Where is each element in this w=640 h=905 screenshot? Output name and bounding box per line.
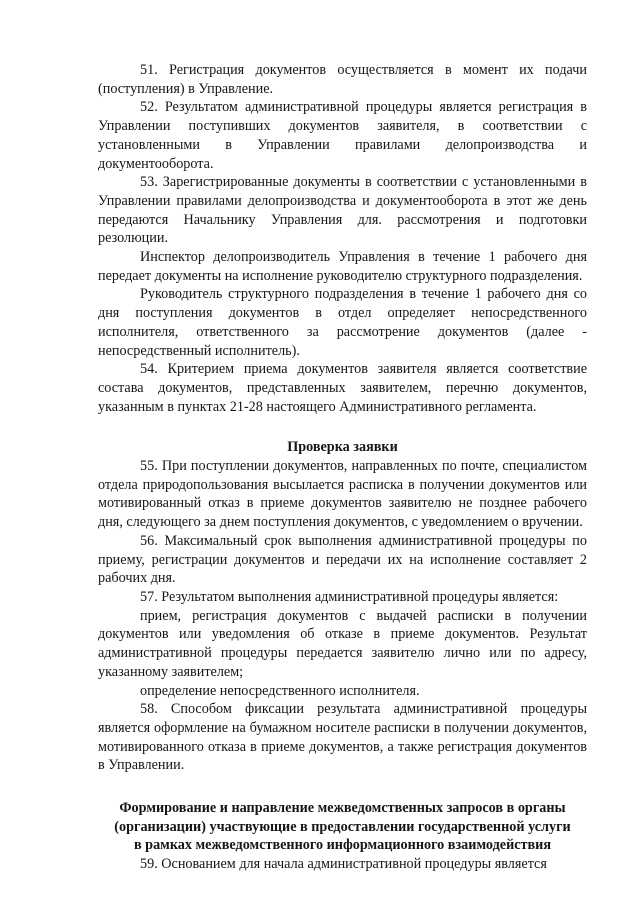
section-heading-line-1: Формирование и направление межведомственных запросов в органы — [119, 800, 566, 817]
section-spacer — [98, 416, 587, 438]
section-spacer — [98, 775, 587, 799]
section-heading-application-check: Проверка заявки — [287, 439, 398, 456]
paragraph-53: 53. Зарегистрированные документы в соответствии с установленными в Управлении правилами делопроизводства и документооборота в этот же день передаются Начальнику Управления для. рассмотрения и подготовки резолюции. — [98, 174, 587, 247]
paragraph-inspector: Инспектор делопроизводитель Управления в течение 1 рабочего дня передает документы на исполнение руководителю структурного подразделения. — [98, 249, 587, 284]
paragraph-57-item-1: прием, регистрация документов с выдачей расписки в получении документов или уведомления об отказе в приеме документов. Результат административной процедуры передается заявителю лично или по адресу, указанному заявителем; — [98, 607, 587, 680]
section-heading-line-3: в рамках межведомственного информационного взаимодействия — [133, 837, 552, 854]
paragraph-head-of-unit: Руководитель структурного подразделения в течение 1 рабочего дня со дня поступления документов в отдел определяет непосредственного исполнителя, ответственного за рассмотрение документов (далее - непосредственный исполнитель). — [98, 286, 587, 359]
paragraph-55: 55. При поступлении документов, направленных по почте, специалистом отдела природопользования высылается расписка в получении документов или мотивированный отказ в приеме документов заявителю не позднее рабочего дня, следующего за днем поступления документов, с уведомлением о вручении. — [98, 458, 587, 531]
paragraph-54: 54. Критерием приема документов заявителя является соответствие состава документов, представленных заявителем, перечню документов, указанным в пунктах 21-28 настоящего Административного регламента. — [98, 361, 587, 415]
paragraph-58: 58. Способом фиксации результата административной процедуры является оформление на бумажном носителе расписки в получении документов, мотивированного отказа в приеме документов, а также регистрация документов в Управлении. — [98, 701, 587, 774]
paragraph-57-item-2: определение непосредственного исполнителя. — [140, 682, 420, 699]
document-body — [98, 61, 587, 874]
paragraph-56: 56. Максимальный срок выполнения административной процедуры по приему, регистрации документов и передачи их на исполнение составляет 2 рабочих дня. — [98, 532, 587, 587]
section-heading-line-2: (организации) участвующие в предоставлении государственной услуги — [114, 818, 571, 835]
paragraph-51: 51. Регистрация документов осуществляется в момент их подачи (поступления) в Управление. — [98, 62, 587, 97]
paragraph-52: 52. Результатом административной процедуры является регистрация в Управлении поступивших документов заявителя, в соответствии с установленными в Управлении правилами делопроизводства и документооборота. — [98, 99, 587, 172]
paragraph-57: 57. Результатом выполнения административной процедуры является: — [140, 588, 559, 605]
paragraph-59: 59. Основанием для начала административной процедуры является — [140, 856, 547, 873]
